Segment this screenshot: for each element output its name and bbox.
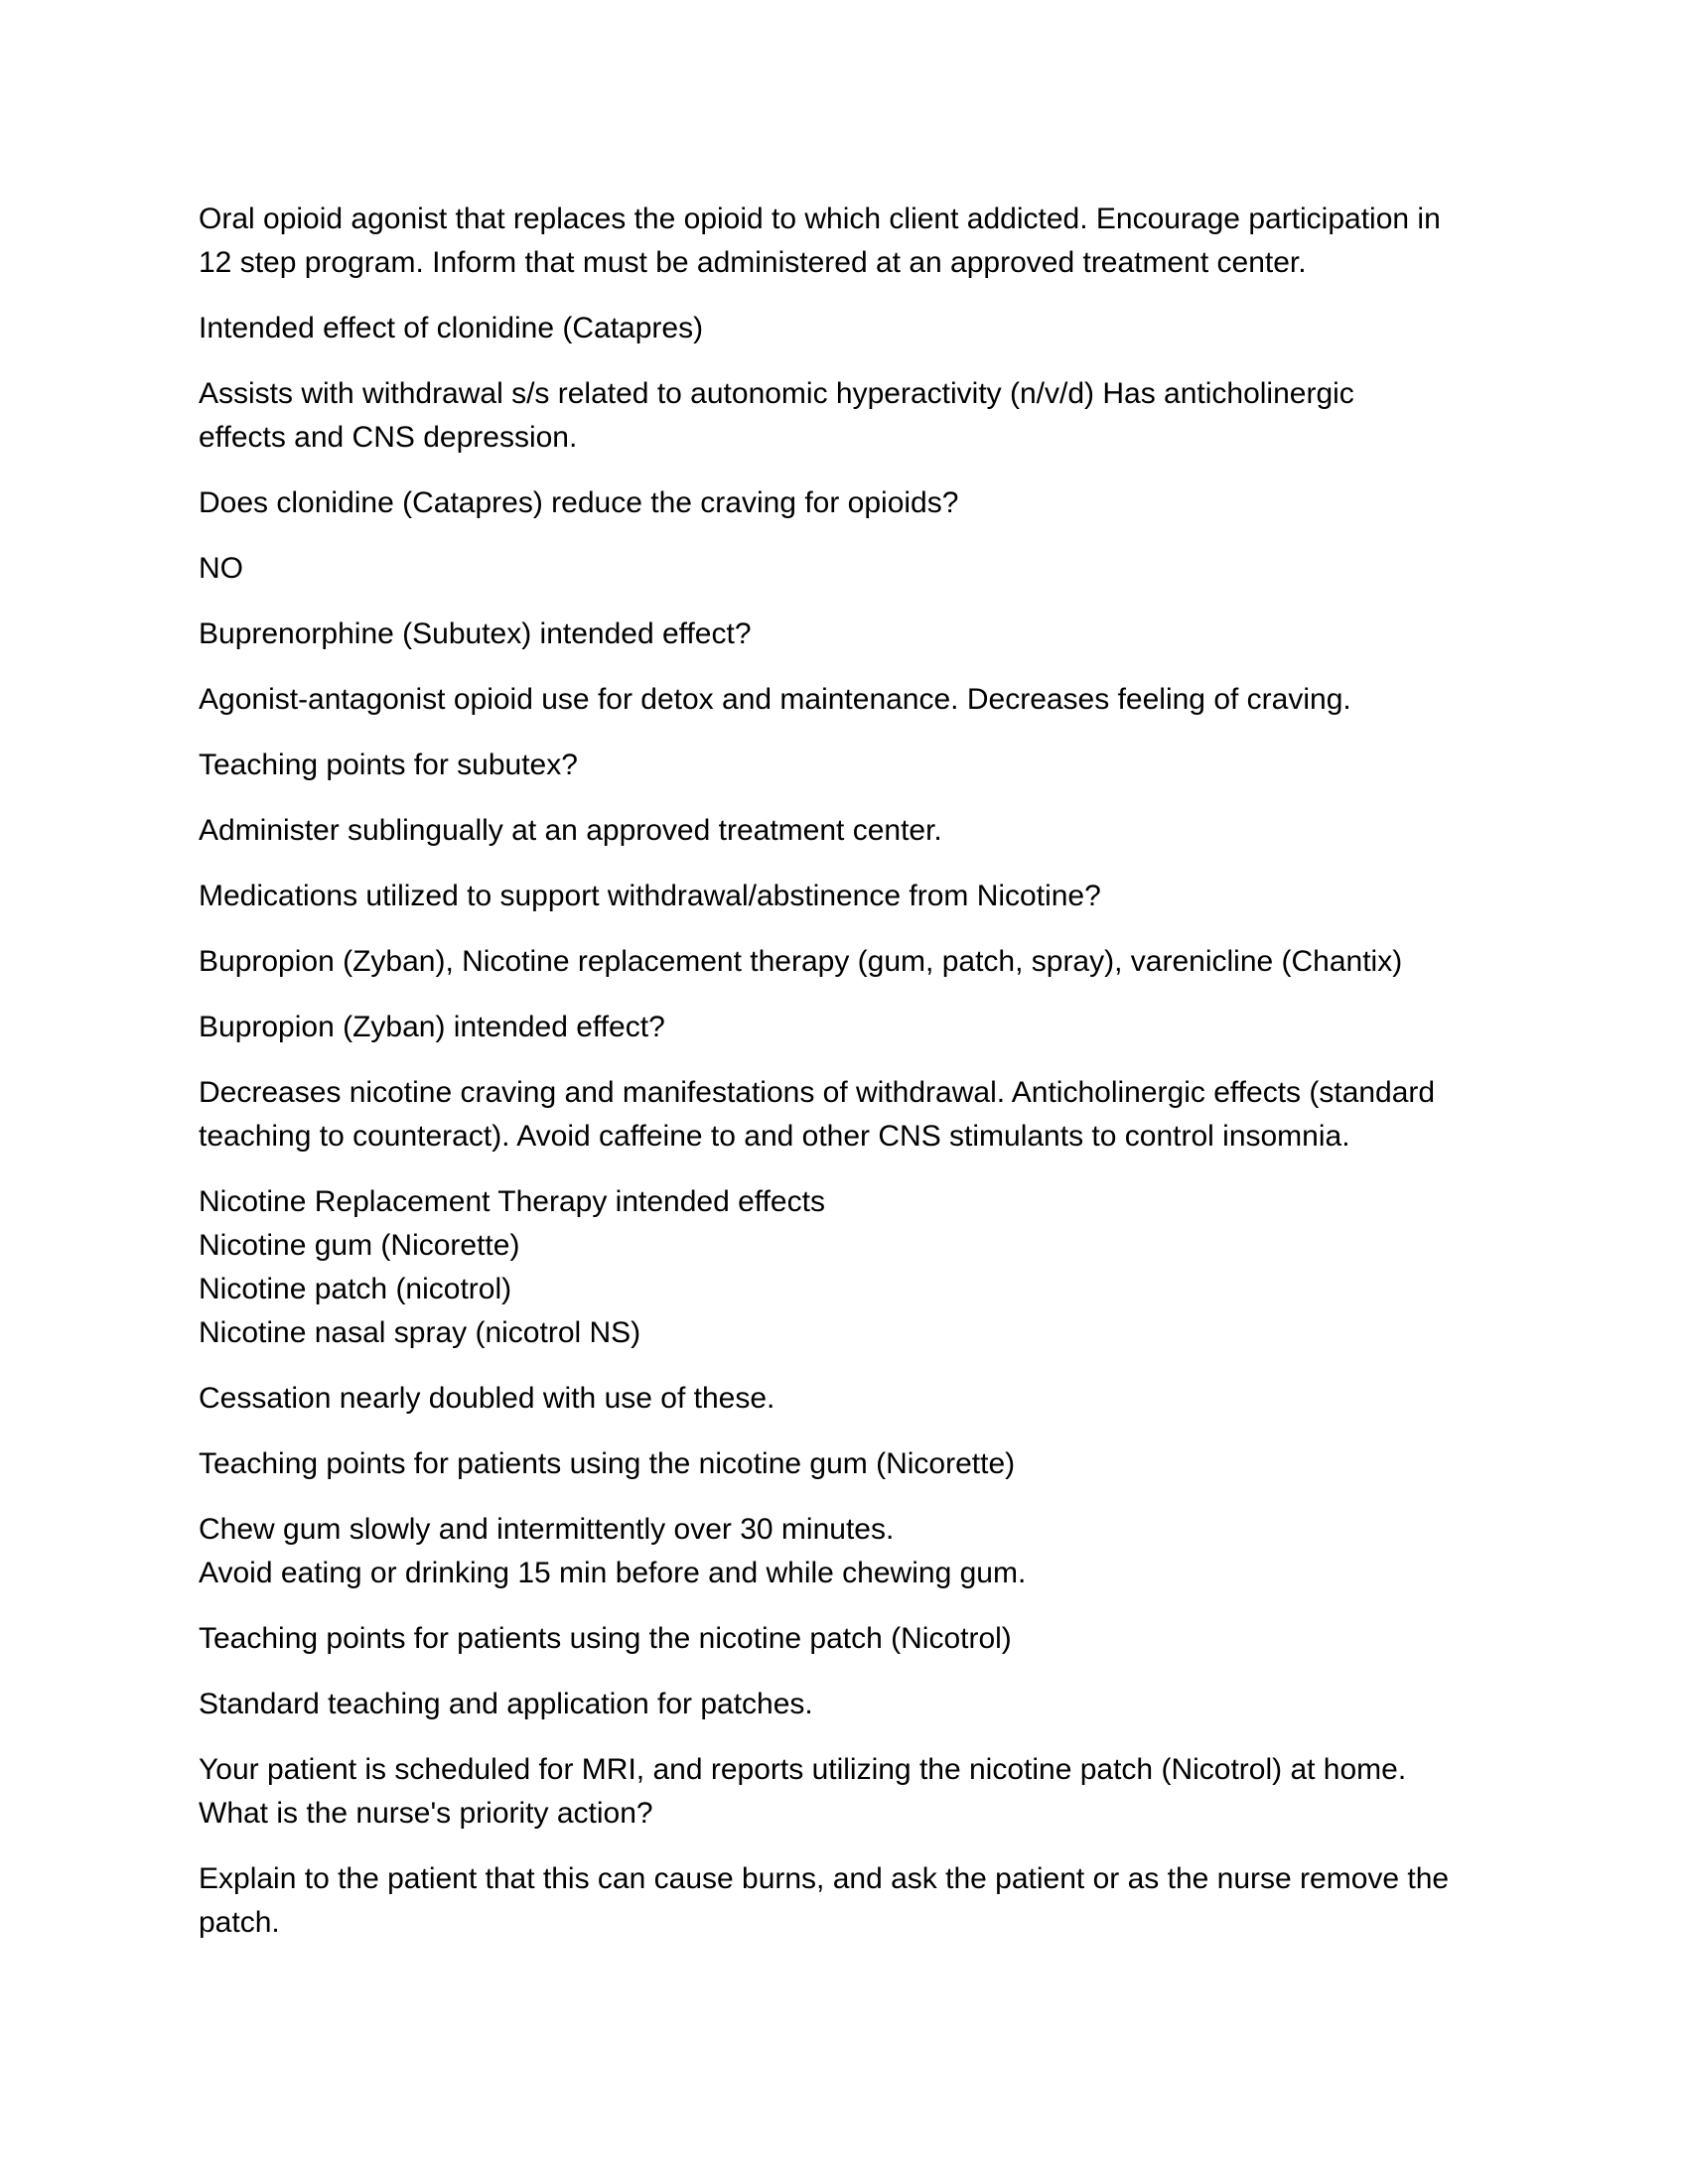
text-line: Nicotine Replacement Therapy intended effects [199, 1185, 825, 1218]
text-line: Teaching points for patients using the nicotine patch (Nicotrol) [199, 1622, 1012, 1655]
text-line: Nicotine nasal spray (nicotrol NS) [199, 1316, 641, 1349]
text-line: Explain to the patient that this can cause burns, and ask the patient or as the nurse remove the [199, 1862, 1450, 1895]
text-line: Nicotine gum (Nicorette) [199, 1229, 520, 1262]
text-line: Chew gum slowly and intermittently over 30 minutes. [199, 1513, 895, 1546]
text-line: 12 step program. Inform that must be administered at an approved treatment center. [199, 246, 1307, 279]
document-page [199, 198, 1499, 1967]
text-line: Nicotine patch (nicotrol) [199, 1273, 512, 1305]
answer [199, 1857, 1499, 1945]
answer [199, 940, 1499, 984]
question [199, 481, 1499, 525]
answer [199, 1508, 1499, 1595]
question [199, 1748, 1499, 1836]
answer [199, 1683, 1499, 1726]
answer [199, 372, 1499, 460]
text-line: Teaching points for patients using the nicotine gum (Nicorette) [199, 1447, 1016, 1480]
question [199, 1006, 1499, 1049]
text-line: What is the nurse's priority action? [199, 1797, 653, 1830]
answer [199, 809, 1499, 853]
text-line: Does clonidine (Catapres) reduce the craving for opioids? [199, 486, 959, 519]
question [199, 1442, 1499, 1486]
text-line: Teaching points for subutex? [199, 749, 578, 781]
text-line: teaching to counteract). Avoid caffeine to and other CNS stimulants to control insomnia. [199, 1120, 1350, 1153]
text-line: Bupropion (Zyban), Nicotine replacement therapy (gum, patch, spray), varenicline (Chantix) [199, 945, 1403, 978]
text-line: Your patient is scheduled for MRI, and reports utilizing the nicotine patch (Nicotrol) at home. [199, 1753, 1407, 1786]
text-line: Standard teaching and application for patches. [199, 1688, 813, 1720]
text-line: Cessation nearly doubled with use of these. [199, 1382, 775, 1415]
question [199, 1617, 1499, 1661]
answer [199, 1071, 1499, 1159]
question [199, 875, 1499, 918]
text-line: patch. [199, 1906, 280, 1939]
text-line: Assists with withdrawal s/s related to autonomic hyperactivity (n/v/d) Has anticholinergic [199, 377, 1354, 410]
question [199, 1180, 1499, 1355]
question [199, 744, 1499, 787]
text-line: Oral opioid agonist that replaces the opioid to which client addicted. Encourage participation in [199, 203, 1441, 235]
question [199, 613, 1499, 656]
answer [199, 547, 1499, 591]
answer [199, 678, 1499, 722]
text-line: Administer sublingually at an approved treatment center. [199, 814, 942, 847]
text-line: Medications utilized to support withdrawal/abstinence from Nicotine? [199, 880, 1101, 912]
text-line: Avoid eating or drinking 15 min before and while chewing gum. [199, 1557, 1027, 1589]
text-line: NO [199, 552, 243, 585]
text-line: Decreases nicotine craving and manifestations of withdrawal. Anticholinergic effects (standard [199, 1076, 1436, 1109]
text-line: Bupropion (Zyban) intended effect? [199, 1011, 665, 1043]
text-line: Agonist-antagonist opioid use for detox and maintenance. Decreases feeling of craving. [199, 683, 1351, 716]
answer [199, 1377, 1499, 1421]
paragraph [199, 198, 1499, 285]
text-line: Intended effect of clonidine (Catapres) [199, 312, 704, 344]
text-line: Buprenorphine (Subutex) intended effect? [199, 617, 752, 650]
text-line: effects and CNS depression. [199, 421, 578, 454]
question [199, 307, 1499, 350]
